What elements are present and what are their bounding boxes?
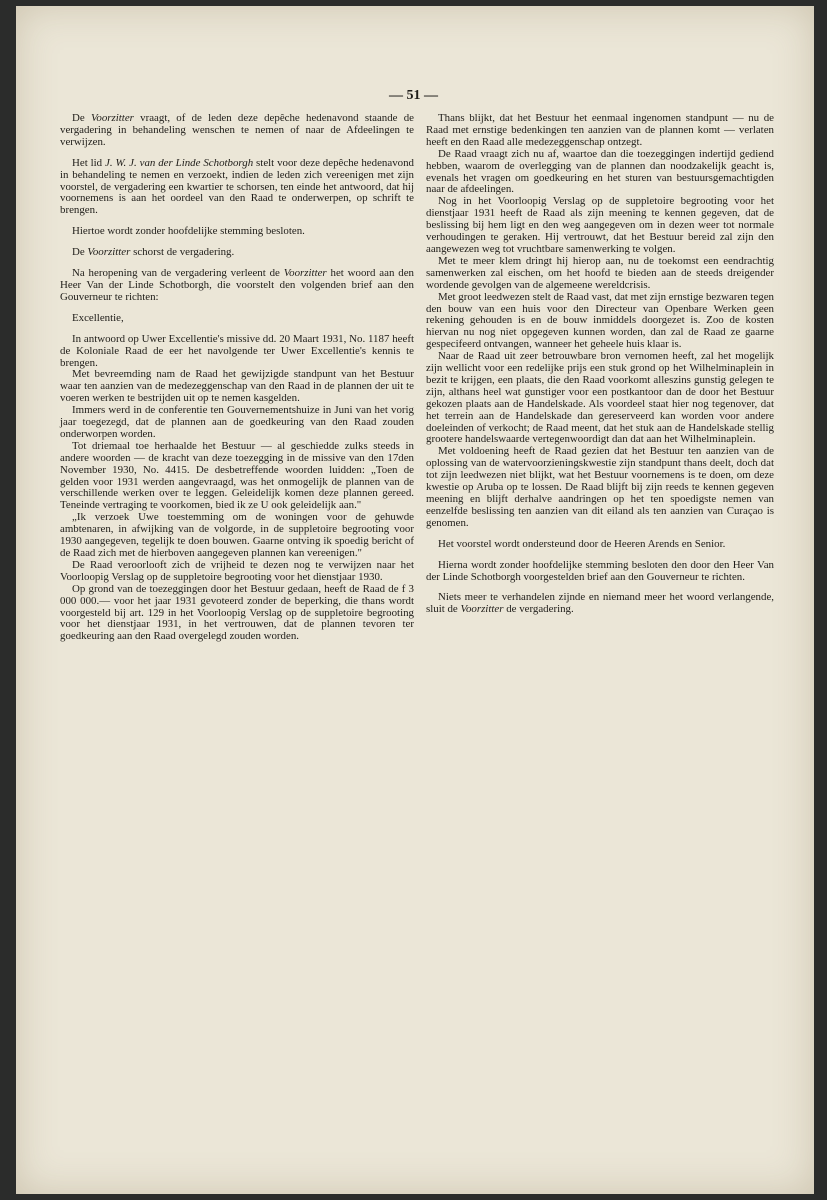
paragraph: Thans blijkt, dat het Bestuur het eenmaal ingenomen standpunt — nu de Raad met ernstige bedenkingen ten aanzien van de plannen komt — verlaten heeft en den Raad alle medezeggenschap ontzegt. (426, 112, 774, 148)
right-column (426, 113, 774, 616)
paragraph: Met bevreemding nam de Raad het gewijzigde standpunt van het Bestuur waar ten aanzien van de medezeggenschap van den Raad in de plannen der uit te voeren werken te bestrijden uit op te nemen kasgelden. (60, 368, 414, 405)
paragraph: Na heropening van de vergadering verleent de Voorzitter het woord aan den Heer Van der Linde Schotborgh, die voorstelt den volgenden brief aan den Gouverneur te richten: (60, 267, 414, 303)
paragraph: Op grond van de toezeggingen door het Bestuur gedaan, heeft de Raad de f 3 000 000.— voor het jaar 1931 gevoteerd zonder de beperking, die thans wordt voorgesteld bij art. 129 in het Voorloopig Verslag op de suppletoire begrooting voor het dienstjaar 1931, in het vertrouwen, dat de plannen tevoren ter goedkeuring aan den Raad overgelegd zouden worden. (60, 582, 414, 643)
paragraph: Niets meer te verhandelen zijnde en niemand meer het woord verlangende, sluit de Voorzitter de vergadering. (426, 591, 774, 616)
paragraph: De Voorzitter schorst de vergadering. (72, 246, 235, 259)
paragraph: Met groot leedwezen stelt de Raad vast, dat met zijn ernstige bezwaren tegen den bouw van een huis voor den Directeur van Openbare Werken geen rekening gehouden is en de bouw inmiddels doorgezet is. Zoo de kosten hiervan nu nog niet opgegeven kunnen worden, dan zal de Raad ze gaarne gespecifeerd ontvangen, wanneer het geheele huis klaar is. (426, 290, 774, 351)
paragraph: Met voldoening heeft de Raad gezien dat het Bestuur ten aanzien van de oplossing van de watervoorzieningskwestie zijn standpunt thans deelt, doch dat tot zijn leedwezen niet blijkt, wat het Bestuur voornemens is te doen, om deze kwestie op Aruba op te lossen. De Raad blijft bij zijn reeds te kennen gegeven meening en blijft derhalve aandringen op het ten spoedigste nemen van eenzelfde beslissing ten aanzien van dit eiland als ten aanzien van Curaçao is genomen. (426, 445, 774, 529)
paragraph: Hierna wordt zonder hoofdelijke stemming besloten den door den Heer Van der Linde Schotborgh voorgestelden brief aan den Gouverneur te richten. (426, 558, 774, 583)
paragraph: Naar de Raad uit zeer betrouwbare bron vernomen heeft, zal het mogelijk zijn wellicht voor een redelijke prijs een stuk grond op het Wilhelminaplein in bezit te krijgen, een plaats, die den Raad voorkomt alleszins gunstig gelegen te zijn, althans heel wat gunstiger voor een postkantoor dan de door het Bestuur gekozen plaats aan de Handelskade. Als voordeel staat hier nog tegenover, dat het terrein aan de Handelskade dan gereserveerd kan worden voor andere doeleinden of verkocht; de Raad meent, dat het stuk aan de Handelskade stellig grootere handelswaarde vertegenwoordigt dan dat aan het Wilhelminaplein. (426, 350, 774, 446)
paragraph: De Raad veroorlooft zich de vrijheid te dezen nog te verwijzen naar het Voorloopig Verslag op de suppletoire begrooting voor het dienstjaar 1930. (60, 558, 414, 583)
paragraph: Met te meer klem dringt hij hierop aan, nu de toekomst een eendrachtig samenwerken zal eischen, om het hoofd te bieden aan de steeds dreigender wordende gevolgen van de algemeene wereldcrisis. (426, 254, 774, 291)
paragraph: Hiertoe wordt zonder hoofdelijke stemming besloten. (72, 225, 305, 238)
paragraph: Nog in het Voorloopig Verslag op de suppletoire begrooting voor het dienstjaar 1931 heeft de Raad als zijn meening te kennen gegeven, dat de beslissing bij hem ligt en den weg aangegeven om in dezen weer tot normale verhoudingen te geraken. Hij vertrouwt, dat het Bestuur bereid zal zijn den aangewezen weg tot vruchtbare samenwerking te volgen. (426, 195, 774, 255)
paragraph: Het lid J. W. J. van der Linde Schotborgh stelt voor deze depêche hedenavond in behandeling te nemen en verzoekt, indien de leden zich vereenigen met zijn voorstel, de vergadering een kwartier te schorsen, ten einde het antwoord, dat hij voornemens is aan het oordeel van den Raad te onderwerpen, op schrift te brengen. (60, 156, 414, 217)
paragraph: De Voorzitter vraagt, of de leden deze depêche hedenavond staande de vergadering in behandeling wenschen te nemen of naar de Afdeelingen te verwijzen. (60, 112, 415, 148)
left-column (60, 113, 414, 643)
paragraph: In antwoord op Uwer Excellentie's missive dd. 20 Maart 1931, No. 1187 heeft de Koloniale Raad de eer het navolgende ter Uwer Excellentie's kennis te brengen. (60, 332, 414, 369)
paragraph: Het voorstel wordt ondersteund door de Heeren Arends en Senior. (438, 537, 726, 550)
paragraph: „Ik verzoek Uwe toestemming om de woningen voor de gehuwde ambtenaren, in afwijking van de volgorde, in de suppletoire begrooting voor 1930 aangegeven, tegelijk te doen bouwen. Gaarne ontving ik spoedig bericht of de Raad zich met de hierboven aangegeven plannen kan vereenigen." (60, 511, 414, 559)
paragraph: De Raad vraagt zich nu af, waartoe dan die toezeggingen indertijd gediend hebben, waarom de overlegging van de plannen dan noodzakelijk geacht is, evenals het vragen om goedkeuring en het sturen van bestuursgemachtigden naar de afdeelingen. (426, 147, 774, 196)
paragraph: Immers werd in de conferentie ten Gouvernementshuize in Juni van het vorig jaar toegezegd, dat de plannen aan de goedkeuring van den Raad zouden onderworpen worden. (60, 404, 414, 440)
paragraph: Tot driemaal toe herhaalde het Bestuur — al geschiedde zulks steeds in andere woorden — de kracht van deze toezegging in de missive van den 17den November 1930, No. 4415. De desbetreffende woorden luidden: „Toen de gelden voor 1931 werden aangevraagd, was het onmogelijk de plannen van de verschillende werken over te leggen. Geleidelijk komen deze plannen gereed. Teneinde vertraging te voorkomen, bied ik ze U ook geleidelijk aan." (60, 439, 414, 512)
page-number: — 51 — (389, 88, 438, 103)
letter-salutation: Excellentie, (72, 311, 124, 324)
